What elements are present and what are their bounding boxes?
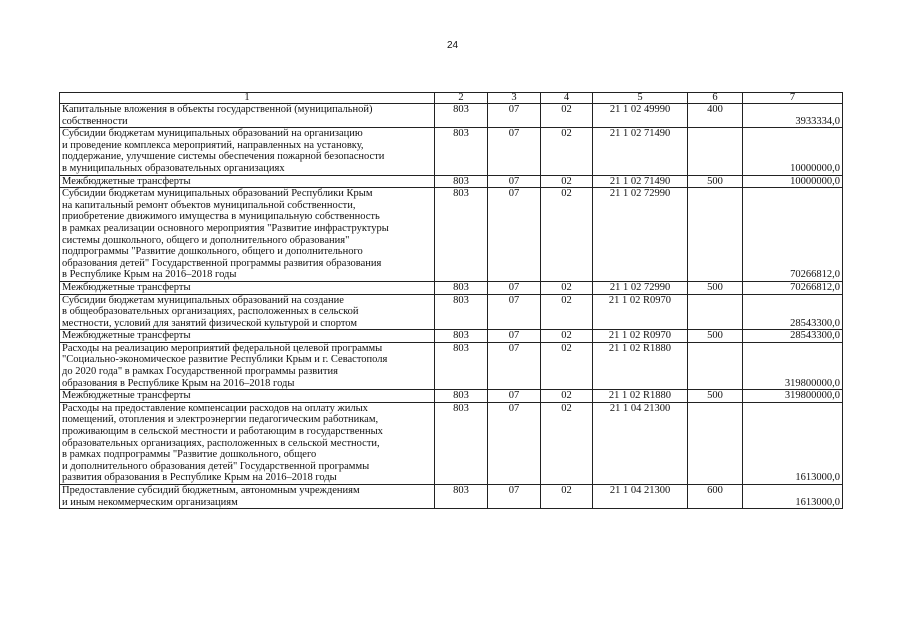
table-row (60, 175, 843, 188)
table-row (60, 342, 843, 389)
expense-type-cell (688, 342, 743, 389)
subsection-code-cell: 02 (541, 188, 593, 282)
expense-name-cell: Межбюджетные трансферты (60, 330, 435, 343)
ministry-code-cell: 803 (435, 485, 488, 509)
subsection-code-cell: 02 (541, 128, 593, 175)
subsection-code-cell: 02 (541, 390, 593, 403)
table-row (60, 281, 843, 294)
amount-cell: 319800000,0 (743, 390, 843, 403)
section-code-cell: 07 (488, 342, 541, 389)
expense-name-cell: Расходы на реализацию мероприятий федеральной целевой программы "Социально-экономическое развитие Республики Крым и г. Севастополя до 2020 года" в рамках Государственной программы развития образования в Республике Крым на 2016–2018 годы (60, 342, 435, 389)
expense-name-cell: Межбюджетные трансферты (60, 390, 435, 403)
table-row (60, 390, 843, 403)
section-code-cell: 07 (488, 188, 541, 282)
header-cell: 3 (488, 93, 541, 104)
expense-name-cell: Межбюджетные трансферты (60, 281, 435, 294)
subsection-code-cell: 02 (541, 294, 593, 330)
header-cell: 2 (435, 93, 488, 104)
subsection-code-cell: 02 (541, 104, 593, 128)
target-article-cell: 21 1 02 R1880 (593, 342, 688, 389)
subsection-code-cell: 02 (541, 485, 593, 509)
section-code-cell: 07 (488, 330, 541, 343)
table-row (60, 330, 843, 343)
table-row (60, 294, 843, 330)
table-row (60, 128, 843, 175)
ministry-code-cell: 803 (435, 128, 488, 175)
header-cell: 5 (593, 93, 688, 104)
ministry-code-cell: 803 (435, 390, 488, 403)
expense-name-cell: Капитальные вложения в объекты государственной (муниципальной) собственности (60, 104, 435, 128)
target-article-cell: 21 1 02 R0970 (593, 294, 688, 330)
amount-cell: 10000000,0 (743, 128, 843, 175)
section-code-cell: 07 (488, 485, 541, 509)
expense-name-cell: Субсидии бюджетам муниципальных образований на организацию и проведение комплекса мероприятий, направленных на установку, поддержание, улучшение системы обеспечения пожарной безопасности в муниципальных образовательных организациях (60, 128, 435, 175)
table-row (60, 104, 843, 128)
amount-cell: 28543300,0 (743, 294, 843, 330)
ministry-code-cell: 803 (435, 402, 488, 484)
header-cell: 4 (541, 93, 593, 104)
page-number: 24 (446, 40, 459, 51)
expense-name-cell: Субсидии бюджетам муниципальных образований на создание в общеобразовательных организациях, расположенных в сельской местности, условий для занятий физической культурой и спортом (60, 294, 435, 330)
ministry-code-cell: 803 (435, 342, 488, 389)
subsection-code-cell: 02 (541, 342, 593, 389)
section-code-cell: 07 (488, 281, 541, 294)
header-cell: 6 (688, 93, 743, 104)
amount-cell: 1613000,0 (743, 485, 843, 509)
section-code-cell: 07 (488, 390, 541, 403)
amount-cell: 1613000,0 (743, 402, 843, 484)
header-cell: 1 (60, 93, 435, 104)
expense-type-cell: 500 (688, 390, 743, 403)
amount-cell: 3933334,0 (743, 104, 843, 128)
expense-type-cell (688, 402, 743, 484)
amount-cell: 319800000,0 (743, 342, 843, 389)
section-code-cell: 07 (488, 175, 541, 188)
table-row (60, 485, 843, 509)
target-article-cell: 21 1 02 72990 (593, 188, 688, 282)
expense-type-cell: 600 (688, 485, 743, 509)
target-article-cell: 21 1 02 R1880 (593, 390, 688, 403)
header-row (60, 93, 843, 104)
expense-type-cell: 500 (688, 281, 743, 294)
ministry-code-cell: 803 (435, 175, 488, 188)
amount-cell: 70266812,0 (743, 188, 843, 282)
target-article-cell: 21 1 02 71490 (593, 128, 688, 175)
expense-name-cell: Субсидии бюджетам муниципальных образований Республики Крым на капитальный ремонт объектов муниципальной собственности, приобретение движимого имущества в муниципальную собственность в рамках реализации основного мероприятия "Развитие инфраструктуры системы дошкольного, общего и дополнительного образования" подпрограммы "Развитие дошкольного, общего и дополнительного образования детей" Государственной программы развития образования в Республике Крым на 2016–2018 годы (60, 188, 435, 282)
amount-cell: 28543300,0 (743, 330, 843, 343)
ministry-code-cell: 803 (435, 294, 488, 330)
expense-name-cell: Расходы на предоставление компенсации расходов на оплату жилых помещений, отопления и электроэнергии педагогическим работникам, проживающим в сельской местности и работающим в государственных образовательных организациях, расположенных в сельской местности, в рамках подпрограммы "Развитие дошкольного, общего и дополнительного образования детей" Государственной программы развития образования в Республике Крым на 2016–2018 годы (60, 402, 435, 484)
ministry-code-cell: 803 (435, 330, 488, 343)
section-code-cell: 07 (488, 402, 541, 484)
header-cell: 7 (743, 93, 843, 104)
ministry-code-cell: 803 (435, 281, 488, 294)
ministry-code-cell: 803 (435, 188, 488, 282)
amount-cell: 10000000,0 (743, 175, 843, 188)
target-article-cell: 21 1 02 R0970 (593, 330, 688, 343)
amount-cell: 70266812,0 (743, 281, 843, 294)
target-article-cell: 21 1 02 49990 (593, 104, 688, 128)
expense-type-cell (688, 294, 743, 330)
table-row (60, 188, 843, 282)
subsection-code-cell: 02 (541, 175, 593, 188)
budget-table (59, 92, 843, 509)
subsection-code-cell: 02 (541, 402, 593, 484)
expense-name-cell: Межбюджетные трансферты (60, 175, 435, 188)
target-article-cell: 21 1 02 72990 (593, 281, 688, 294)
expense-type-cell (688, 128, 743, 175)
section-code-cell: 07 (488, 294, 541, 330)
expense-name-cell: Предоставление субсидий бюджетным, автономным учреждениям и иным некоммерческим организациям (60, 485, 435, 509)
target-article-cell: 21 1 02 71490 (593, 175, 688, 188)
ministry-code-cell: 803 (435, 104, 488, 128)
target-article-cell: 21 1 04 21300 (593, 402, 688, 484)
section-code-cell: 07 (488, 104, 541, 128)
table-row (60, 402, 843, 484)
expense-type-cell (688, 188, 743, 282)
expense-type-cell: 500 (688, 330, 743, 343)
subsection-code-cell: 02 (541, 281, 593, 294)
target-article-cell: 21 1 04 21300 (593, 485, 688, 509)
subsection-code-cell: 02 (541, 330, 593, 343)
section-code-cell: 07 (488, 128, 541, 175)
expense-type-cell: 400 (688, 104, 743, 128)
expense-type-cell: 500 (688, 175, 743, 188)
